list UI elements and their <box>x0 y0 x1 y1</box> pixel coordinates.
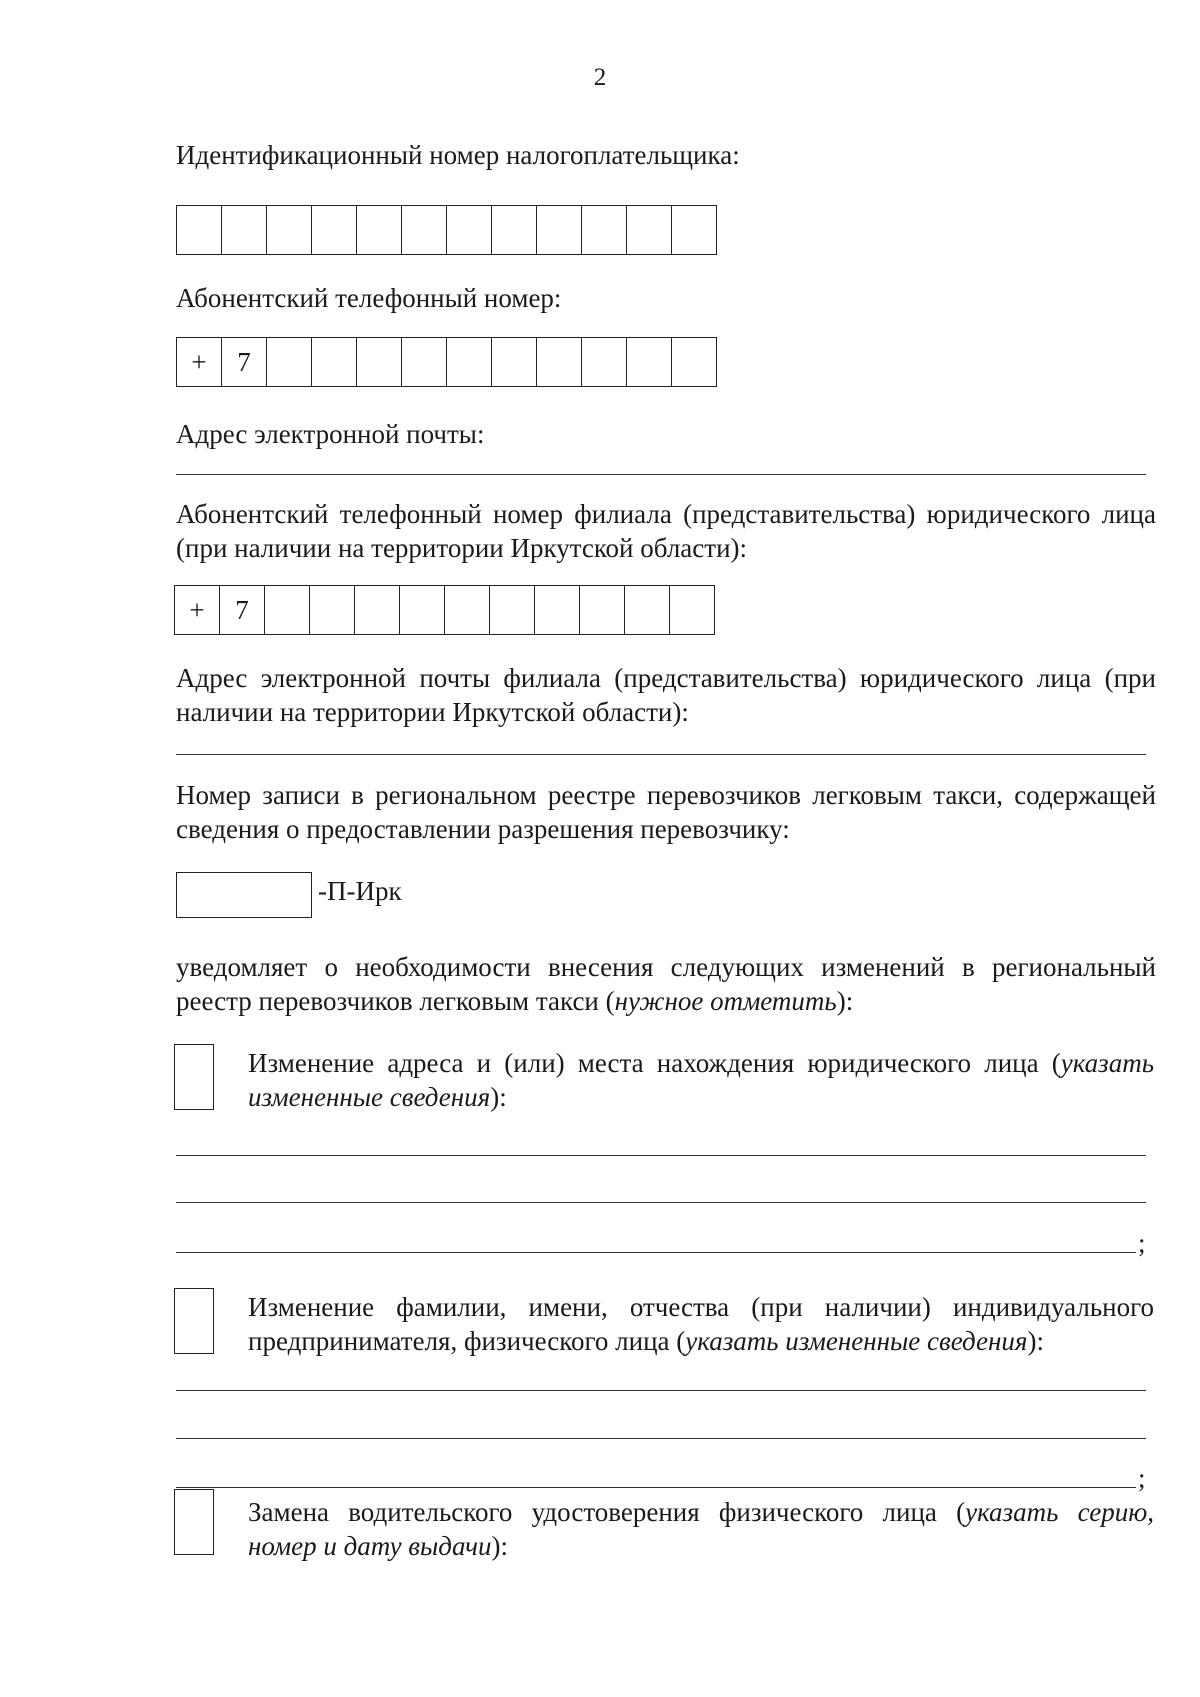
registry-suffix: -П-Ирк <box>318 876 402 906</box>
phone-cell[interactable] <box>312 338 357 386</box>
branch-phone-cell[interactable] <box>310 586 355 634</box>
phone-cell[interactable] <box>267 338 312 386</box>
branch-email-input-line[interactable] <box>176 754 1146 755</box>
license-change-text <box>248 1495 1154 1563</box>
phone-cell[interactable] <box>492 338 537 386</box>
phone-cell[interactable] <box>582 338 627 386</box>
email-label: Адрес электронной почты: <box>176 419 485 449</box>
branch-phone-cell[interactable] <box>670 586 715 634</box>
phone-cell[interactable]: 7 <box>222 338 267 386</box>
inn-cell[interactable] <box>222 206 267 254</box>
phone-digit-boxes[interactable] <box>176 337 717 387</box>
registry-number-box[interactable] <box>176 872 312 918</box>
phone-cell[interactable] <box>402 338 447 386</box>
branch-phone-cell[interactable] <box>400 586 445 634</box>
phone-cell[interactable] <box>627 338 672 386</box>
address-change-italic: указать измененные сведения <box>248 1048 1154 1112</box>
address-change-checkbox[interactable] <box>174 1044 214 1110</box>
inn-cell[interactable] <box>267 206 312 254</box>
inn-digit-boxes[interactable] <box>176 205 717 255</box>
address-change-main: Изменение адреса и (или) места нахождения юридического лица ( <box>248 1048 1061 1078</box>
branch-phone-label: Абонентский телефонный номер филиала (представительства) юридического лица (при наличии на территории Иркутской области): <box>176 499 1156 563</box>
inn-label: Идентификационный номер налогоплательщика: <box>176 140 740 170</box>
inn-cell[interactable] <box>177 206 222 254</box>
branch-email-label: Адрес электронной почты филиала (представительства) юридического лица (при наличии на территории Иркутской области): <box>176 663 1156 727</box>
branch-phone-cell[interactable] <box>535 586 580 634</box>
license-change-checkbox[interactable] <box>174 1489 214 1555</box>
notice-text-end: ): <box>836 986 854 1016</box>
address-change-end: ): <box>490 1082 507 1112</box>
name-change-checkbox[interactable] <box>174 1288 214 1354</box>
inn-cell[interactable] <box>537 206 582 254</box>
branch-phone-cell[interactable] <box>445 586 490 634</box>
name-change-line[interactable] <box>176 1487 1136 1488</box>
page-number: 2 <box>593 64 607 91</box>
notice-text-main: уведомляет о необходимости внесения следующих изменений в региональный реестр перевозчиков легковым такси ( <box>176 952 1156 1016</box>
name-change-end: ): <box>1027 1326 1044 1356</box>
name-change-text <box>248 1290 1154 1358</box>
inn-cell[interactable] <box>447 206 492 254</box>
branch-phone-cell[interactable] <box>265 586 310 634</box>
inn-cell[interactable] <box>627 206 672 254</box>
inn-cell[interactable] <box>312 206 357 254</box>
address-change-line[interactable] <box>176 1202 1146 1203</box>
name-change-line[interactable] <box>176 1438 1146 1439</box>
notice-text <box>176 950 1156 1018</box>
notice-text-italic: нужное отметить <box>614 986 837 1016</box>
phone-cell[interactable]: + <box>177 338 222 386</box>
address-change-text <box>248 1046 1154 1114</box>
name-change-line[interactable] <box>176 1390 1146 1391</box>
address-change-line[interactable] <box>176 1252 1136 1253</box>
branch-phone-cell[interactable] <box>625 586 670 634</box>
branch-phone-cell[interactable] <box>580 586 625 634</box>
license-change-main: Замена водительского удостоверения физического лица ( <box>248 1497 966 1527</box>
name-change-italic: указать измененные сведения <box>685 1326 1028 1356</box>
inn-cell[interactable] <box>402 206 447 254</box>
name-change-main: Изменение фамилии, имени, отчества (при наличии) индивидуального предпринимателя, физического лица ( <box>248 1292 1154 1356</box>
inn-cell[interactable] <box>582 206 627 254</box>
branch-phone-digit-boxes[interactable] <box>174 585 715 635</box>
inn-cell[interactable] <box>672 206 717 254</box>
branch-phone-cell[interactable]: + <box>175 586 220 634</box>
address-change-line[interactable] <box>176 1155 1146 1156</box>
branch-phone-cell[interactable] <box>490 586 535 634</box>
phone-cell[interactable] <box>537 338 582 386</box>
line-semicolon: ; <box>1138 1228 1146 1258</box>
inn-cell[interactable] <box>492 206 537 254</box>
phone-cell[interactable] <box>672 338 717 386</box>
line-semicolon: ; <box>1138 1463 1146 1493</box>
license-change-end: ): <box>491 1531 508 1561</box>
branch-phone-cell[interactable]: 7 <box>220 586 265 634</box>
registry-label: Номер записи в региональном реестре перевозчиков легковым такси, содержащей сведения о предоставлении разрешения перевозчику: <box>176 780 1156 844</box>
branch-phone-cell[interactable] <box>355 586 400 634</box>
phone-cell[interactable] <box>357 338 402 386</box>
phone-label: Абонентский телефонный номер: <box>176 283 562 313</box>
phone-cell[interactable] <box>447 338 492 386</box>
inn-cell[interactable] <box>357 206 402 254</box>
email-input-line[interactable] <box>176 474 1146 475</box>
license-change-italic: указать серию, номер и дату выдачи <box>248 1497 1154 1561</box>
